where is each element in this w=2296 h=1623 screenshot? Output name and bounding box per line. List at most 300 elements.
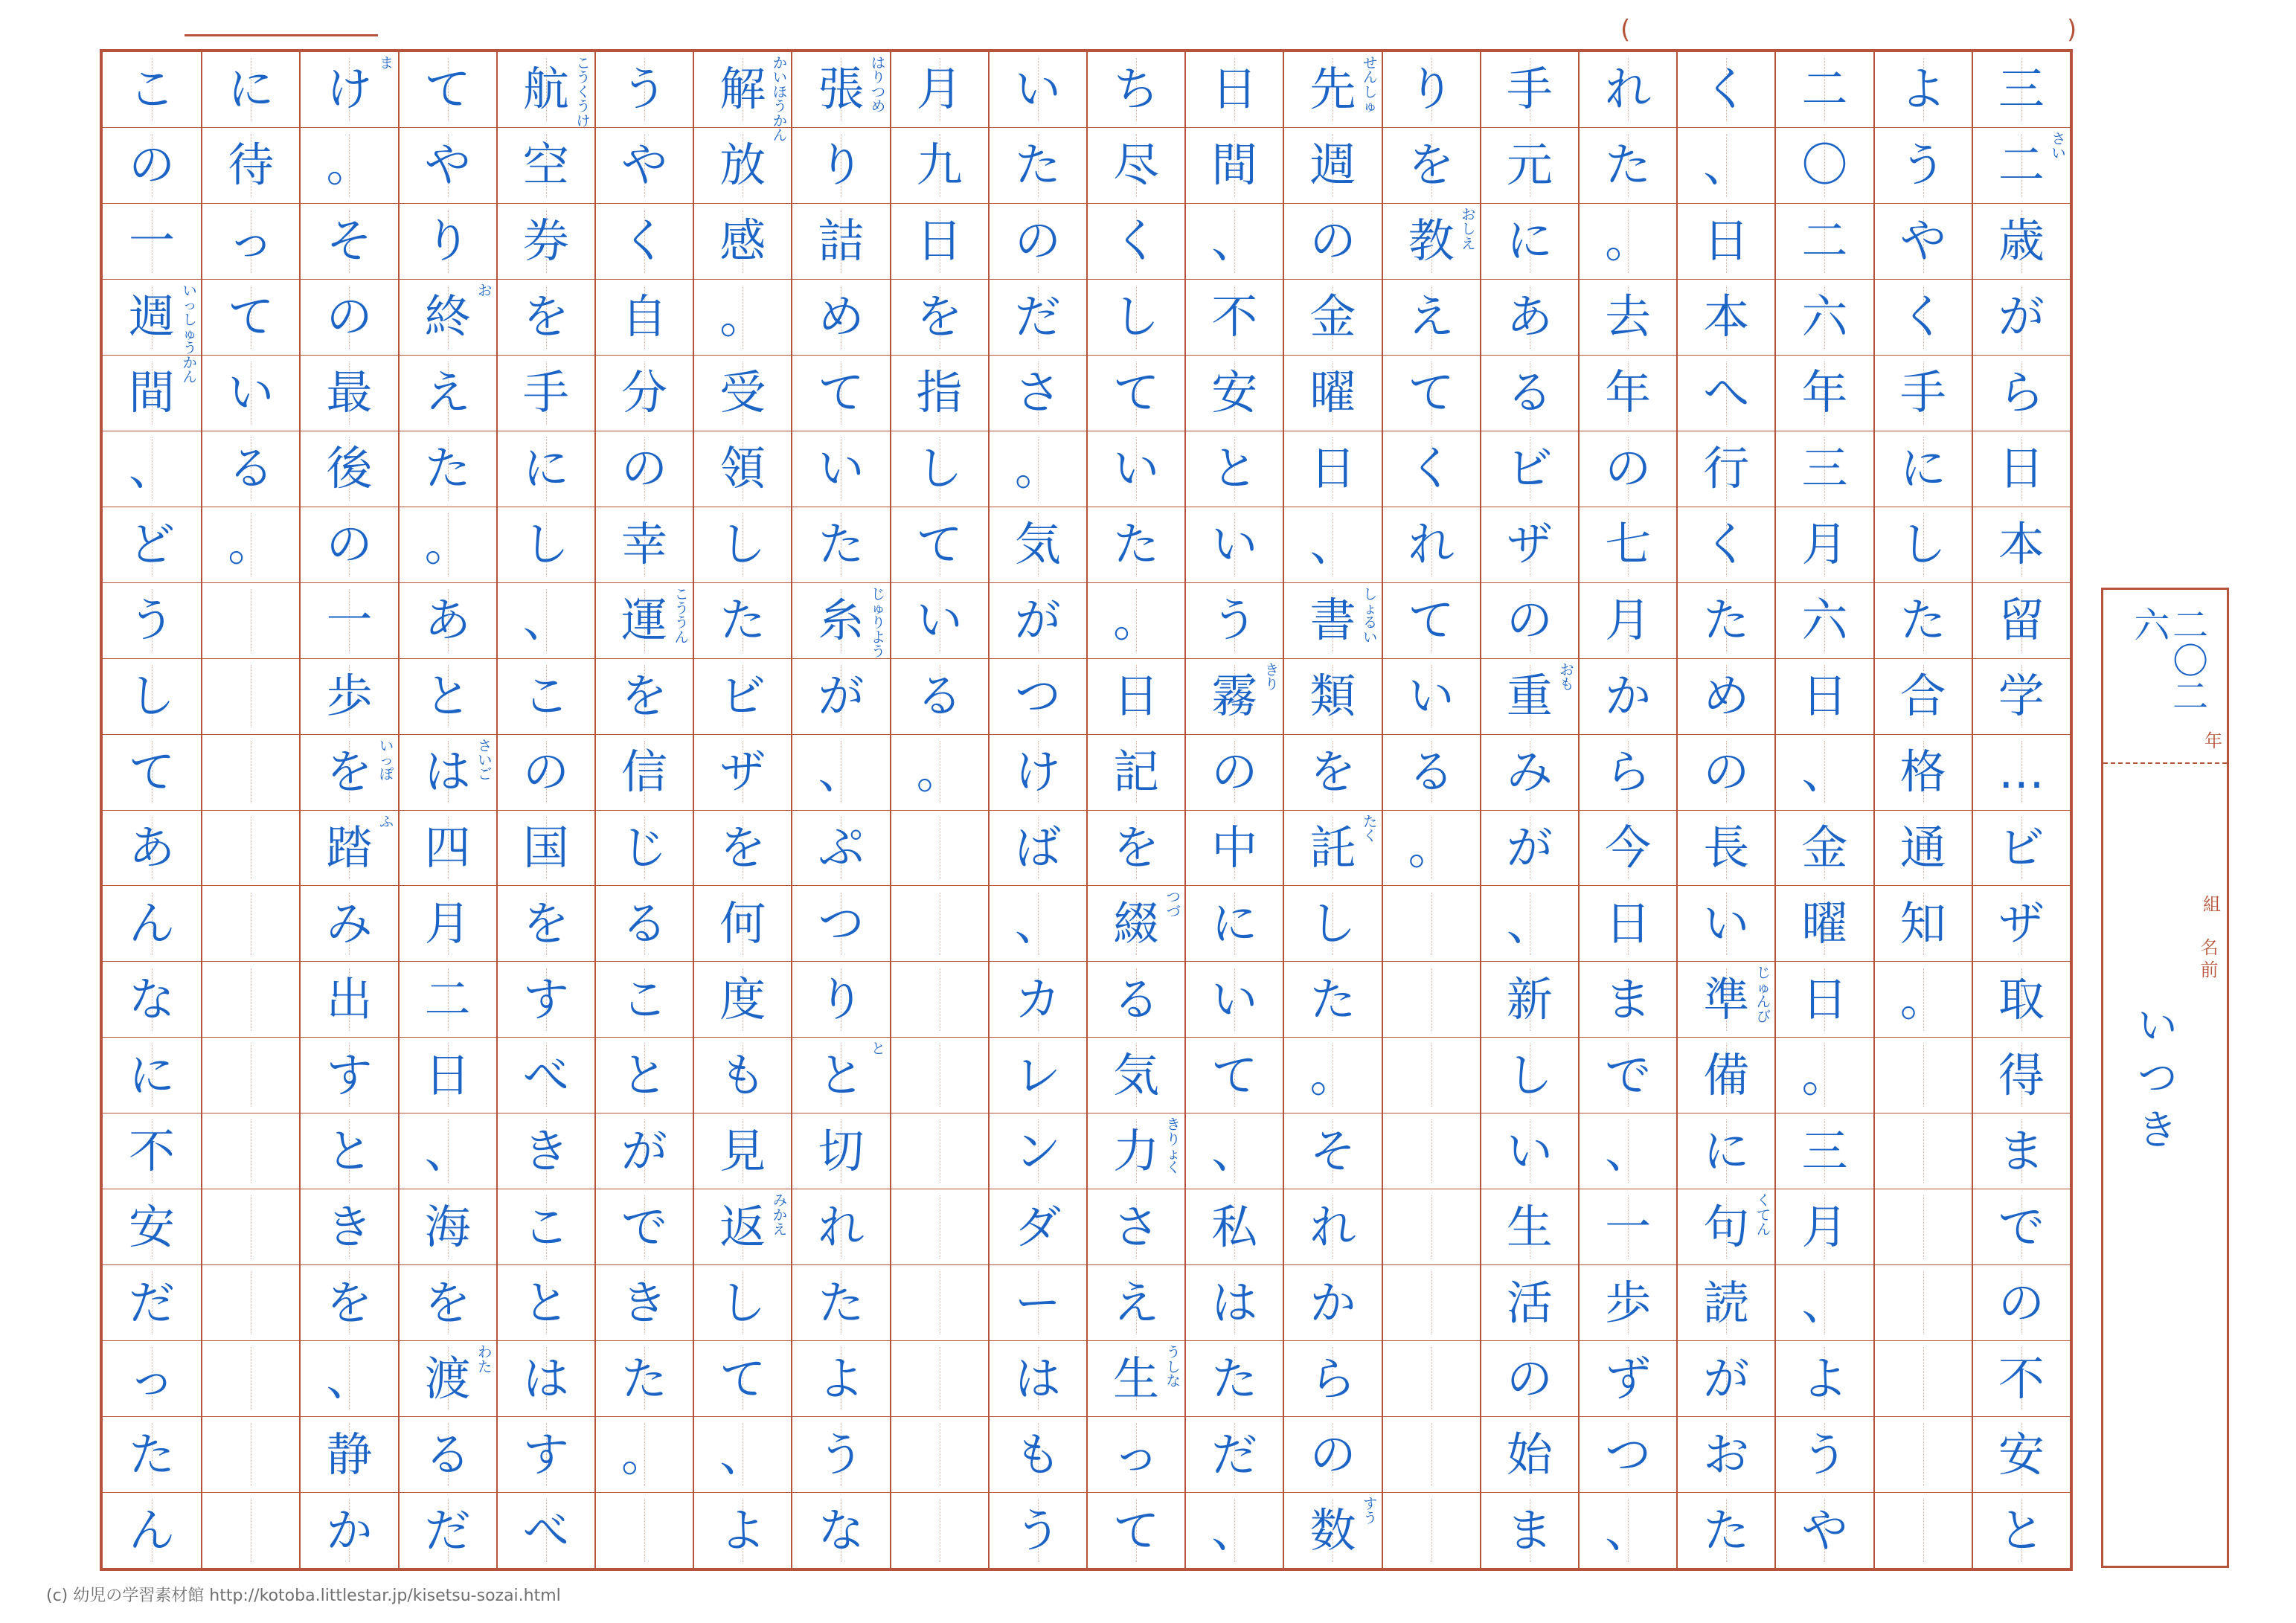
manuscript-cell (400, 735, 496, 811)
manuscript-cell (1973, 1113, 2070, 1189)
year-field[interactable] (2103, 590, 2227, 764)
furigana-ruby: う し な (1166, 1344, 1181, 1389)
manuscript-cell (694, 1493, 791, 1568)
manuscript-char: 霧 (1211, 669, 1258, 724)
manuscript-char: れ (1605, 62, 1652, 117)
manuscript-cell (1383, 507, 1480, 583)
manuscript-char: 分 (621, 365, 668, 420)
manuscript-char: 信 (621, 745, 668, 800)
manuscript-char: て (818, 365, 865, 420)
manuscript-char: た (424, 441, 471, 496)
manuscript-cell (1875, 52, 1972, 128)
manuscript-char: え (424, 365, 471, 420)
manuscript-char: 見 (719, 1123, 766, 1178)
manuscript-char: 終 (424, 289, 471, 344)
manuscript-cell (1186, 507, 1283, 583)
manuscript-char: や (1801, 1503, 1848, 1558)
manuscript-char: 合 (1899, 669, 1946, 724)
manuscript-char: う (1899, 138, 1946, 193)
manuscript-cell (400, 1417, 496, 1493)
manuscript-char: て (228, 289, 275, 344)
manuscript-char: 、 (326, 1351, 373, 1406)
manuscript-char: け (1014, 745, 1061, 800)
furigana-ruby: じ ゅ り よ う (871, 585, 886, 661)
manuscript-char: 、 (1309, 517, 1356, 572)
manuscript-char: の (1703, 745, 1750, 800)
manuscript-cell (301, 886, 397, 962)
manuscript-char: と (424, 669, 471, 724)
manuscript-char: き (522, 1123, 569, 1178)
manuscript-cell (400, 1493, 496, 1568)
manuscript-column (791, 52, 889, 1568)
manuscript-char: で (1998, 1199, 2045, 1254)
manuscript-column (890, 52, 988, 1568)
manuscript-cell (792, 507, 889, 583)
manuscript-cell (1186, 280, 1283, 356)
manuscript-char: 月 (424, 896, 471, 951)
manuscript-cell (891, 1493, 988, 1568)
manuscript-cell (1186, 962, 1283, 1038)
manuscript-cell (301, 1113, 397, 1189)
manuscript-char: は (424, 745, 471, 800)
manuscript-cell (1284, 1417, 1381, 1493)
manuscript-char: 不 (1998, 1351, 2045, 1406)
manuscript-cell (891, 1341, 988, 1417)
manuscript-char: 、 (719, 1427, 766, 1482)
manuscript-cell (990, 811, 1086, 887)
manuscript-char: た (719, 593, 766, 648)
manuscript-char: 。 (1113, 593, 1160, 648)
manuscript-char: り (1408, 62, 1455, 117)
manuscript-cell (498, 1113, 594, 1189)
furigana-ruby: い っ ぽ (379, 737, 394, 783)
manuscript-cell (301, 962, 397, 1038)
manuscript-char: う (1211, 593, 1258, 648)
manuscript-char: た (818, 1275, 865, 1330)
manuscript-cell (1580, 583, 1676, 659)
manuscript-char: 手 (1506, 62, 1553, 117)
manuscript-char: 。 (916, 745, 963, 800)
manuscript-char: 曜 (1801, 896, 1848, 951)
manuscript-cell (1776, 962, 1873, 1038)
manuscript-char: え (1408, 289, 1455, 344)
manuscript-char: の (621, 441, 668, 496)
manuscript-cell (1678, 1493, 1774, 1568)
manuscript-cell (1973, 1493, 2070, 1568)
manuscript-cell (792, 811, 889, 887)
manuscript-cell (792, 1189, 889, 1265)
manuscript-cell (400, 52, 496, 128)
manuscript-char: ど (129, 517, 176, 572)
manuscript-cell (400, 659, 496, 735)
manuscript-char: ビ (719, 669, 766, 724)
manuscript-char: て (916, 517, 963, 572)
manuscript-cell (891, 1265, 988, 1341)
manuscript-cell (498, 811, 594, 887)
manuscript-cell (1088, 1265, 1184, 1341)
manuscript-char: か (1605, 669, 1652, 724)
manuscript-char: 切 (818, 1123, 865, 1178)
manuscript-cell (990, 1341, 1086, 1417)
manuscript-cell (1580, 886, 1676, 962)
manuscript-cell (1776, 659, 1873, 735)
manuscript-cell (1678, 811, 1774, 887)
manuscript-char: を (522, 896, 569, 951)
manuscript-cell (1186, 735, 1283, 811)
manuscript-cell (400, 962, 496, 1038)
manuscript-cell (498, 1038, 594, 1113)
manuscript-char: の (1605, 441, 1652, 496)
manuscript-cell (1776, 52, 1873, 128)
manuscript-cell (103, 1265, 201, 1341)
manuscript-cell (694, 659, 791, 735)
manuscript-cell (990, 962, 1086, 1038)
manuscript-cell (1973, 811, 2070, 887)
manuscript-char: れ (1309, 1199, 1356, 1254)
manuscript-cell (1580, 1493, 1676, 1568)
manuscript-char: や (424, 138, 471, 193)
manuscript-char: い (1014, 62, 1061, 117)
manuscript-char: 、 (1211, 1123, 1258, 1178)
manuscript-cell (1875, 1113, 1972, 1189)
manuscript-char: お (1703, 1427, 1750, 1482)
manuscript-cell (1580, 1341, 1676, 1417)
manuscript-char: い (1506, 1123, 1553, 1178)
manuscript-cell (498, 1189, 594, 1265)
manuscript-char: た (1899, 593, 1946, 648)
manuscript-cell (1776, 1417, 1873, 1493)
manuscript-cell (400, 583, 496, 659)
manuscript-cell (990, 659, 1086, 735)
manuscript-char: く (621, 213, 668, 269)
manuscript-cell (1973, 431, 2070, 507)
manuscript-char: 航 (522, 62, 569, 117)
manuscript-cell (1284, 659, 1381, 735)
manuscript-char: 張 (818, 62, 865, 117)
manuscript-char: 一 (1605, 1199, 1652, 1254)
manuscript-cell (1383, 356, 1480, 431)
manuscript-cell (202, 52, 299, 128)
manuscript-char: し (522, 517, 569, 572)
manuscript-cell (103, 1113, 201, 1189)
manuscript-cell (694, 204, 791, 280)
manuscript-cell (1284, 962, 1381, 1038)
manuscript-cell (1678, 204, 1774, 280)
manuscript-cell (990, 128, 1086, 204)
manuscript-char: く (1899, 289, 1946, 344)
manuscript-char: こ (522, 1199, 569, 1254)
furigana-ruby: じ ゅ ん び (1756, 965, 1771, 1025)
manuscript-cell (1580, 735, 1676, 811)
manuscript-char: た (1703, 1503, 1750, 1558)
manuscript-char: 日 (1309, 441, 1356, 496)
manuscript-column (1283, 52, 1381, 1568)
manuscript-char: を (621, 669, 668, 724)
manuscript-cell (202, 280, 299, 356)
manuscript-cell (1580, 659, 1676, 735)
manuscript-cell (202, 659, 299, 735)
manuscript-cell (792, 1265, 889, 1341)
manuscript-char: い (1703, 896, 1750, 951)
manuscript-cell (498, 204, 594, 280)
manuscript-char: よ (818, 1351, 865, 1406)
manuscript-char: 糸 (818, 593, 865, 648)
manuscript-char: に (1899, 441, 1946, 496)
manuscript-char: う (621, 62, 668, 117)
manuscript-cell (400, 1265, 496, 1341)
manuscript-char: い (916, 593, 963, 648)
manuscript-char: 。 (326, 138, 373, 193)
manuscript-char: 二 (1801, 213, 1848, 269)
manuscript-char: 年 (1605, 365, 1652, 420)
manuscript-char: く (1113, 213, 1160, 269)
manuscript-char: ま (1605, 971, 1652, 1026)
manuscript-cell (1973, 659, 2070, 735)
manuscript-char: 渡 (424, 1351, 471, 1406)
manuscript-char: に (1703, 1123, 1750, 1178)
manuscript-cell (1875, 1493, 1972, 1568)
manuscript-cell (1973, 735, 2070, 811)
manuscript-cell (1383, 204, 1480, 280)
manuscript-char: 教 (1408, 213, 1455, 269)
manuscript-cell (1776, 280, 1873, 356)
top-paren-left: ( (1620, 15, 1631, 45)
manuscript-char: ん (129, 896, 176, 951)
manuscript-char: い (818, 441, 865, 496)
furigana-ruby: き り ょ く (1166, 1116, 1181, 1177)
manuscript-char: に (228, 62, 275, 117)
manuscript-cell (1481, 280, 1578, 356)
manuscript-char: 日 (1801, 971, 1848, 1026)
manuscript-char: た (1703, 593, 1750, 648)
manuscript-cell (990, 886, 1086, 962)
manuscript-cell (990, 1493, 1086, 1568)
manuscript-char: 今 (1605, 820, 1652, 875)
manuscript-char: う (818, 1427, 865, 1482)
manuscript-char: る (1113, 971, 1160, 1026)
manuscript-cell (1678, 886, 1774, 962)
manuscript-char: 日 (1211, 62, 1258, 117)
manuscript-cell (596, 507, 693, 583)
manuscript-char: る (1506, 365, 1553, 420)
furigana-ruby: お (478, 282, 493, 299)
manuscript-char: 生 (1506, 1199, 1553, 1254)
manuscript-cell (1186, 1493, 1283, 1568)
manuscript-cell (103, 431, 201, 507)
manuscript-cell (1776, 1341, 1873, 1417)
manuscript-char: よ (1801, 1351, 1848, 1406)
manuscript-char: 記 (1113, 745, 1160, 800)
class-field[interactable] (2103, 764, 2227, 928)
manuscript-char: 力 (1113, 1123, 1160, 1178)
manuscript-cell (1481, 1038, 1578, 1113)
manuscript-char: 先 (1309, 62, 1356, 117)
manuscript-cell (1973, 356, 2070, 431)
manuscript-cell (202, 811, 299, 887)
manuscript-cell (1186, 431, 1283, 507)
manuscript-cell (1973, 507, 2070, 583)
manuscript-column (299, 52, 397, 1568)
manuscript-cell (891, 204, 988, 280)
manuscript-char: 託 (1309, 820, 1356, 875)
manuscript-cell (1875, 1417, 1972, 1493)
manuscript-cell (1186, 356, 1283, 431)
manuscript-cell (1383, 52, 1480, 128)
manuscript-column (103, 52, 201, 1568)
manuscript-cell (1383, 886, 1480, 962)
furigana-ruby: ふ (379, 813, 394, 830)
manuscript-cell (596, 1038, 693, 1113)
manuscript-char: 曜 (1309, 365, 1356, 420)
manuscript-char: 金 (1309, 289, 1356, 344)
manuscript-char: が (1998, 289, 2045, 344)
manuscript-char: ば (1014, 820, 1061, 875)
manuscript-char: 日 (1605, 896, 1652, 951)
manuscript-cell (694, 583, 791, 659)
manuscript-char: を (424, 1275, 471, 1330)
manuscript-char: て (129, 745, 176, 800)
manuscript-cell (498, 128, 594, 204)
manuscript-cell (1186, 1417, 1283, 1493)
manuscript-cell (400, 204, 496, 280)
manuscript-cell (1481, 1417, 1578, 1493)
manuscript-char: ま (1998, 1123, 2045, 1178)
manuscript-cell (596, 52, 693, 128)
manuscript-cell (694, 735, 791, 811)
manuscript-cell (990, 507, 1086, 583)
manuscript-column (1184, 52, 1283, 1568)
manuscript-cell (498, 1417, 594, 1493)
manuscript-cell (103, 1493, 201, 1568)
manuscript-cell (792, 583, 889, 659)
manuscript-cell (990, 280, 1086, 356)
furigana-ruby: こ う く う け (576, 55, 591, 129)
manuscript-cell (1186, 1189, 1283, 1265)
manuscript-cell (202, 1038, 299, 1113)
manuscript-cell (1481, 52, 1578, 128)
manuscript-char: た (1014, 138, 1061, 193)
manuscript-char: つ (1014, 669, 1061, 724)
manuscript-char: と (818, 1047, 865, 1102)
manuscript-cell (1088, 735, 1184, 811)
manuscript-cell (792, 1341, 889, 1417)
manuscript-cell (301, 735, 397, 811)
manuscript-char: 週 (1309, 138, 1356, 193)
manuscript-char: 国 (522, 820, 569, 875)
class-label: 組 (2203, 894, 2221, 915)
manuscript-cell (1186, 204, 1283, 280)
manuscript-char: 元 (1506, 138, 1553, 193)
manuscript-cell (1678, 659, 1774, 735)
manuscript-cell (1383, 1113, 1480, 1189)
manuscript-char: る (1408, 745, 1455, 800)
manuscript-char: こ (522, 669, 569, 724)
manuscript-char: み (1506, 745, 1553, 800)
manuscript-cell (1580, 1189, 1676, 1265)
manuscript-cell (596, 659, 693, 735)
manuscript-char: が (1506, 820, 1553, 875)
manuscript-cell (1678, 1417, 1774, 1493)
manuscript-cell (1481, 1493, 1578, 1568)
manuscript-cell (1678, 1341, 1774, 1417)
manuscript-char: 、 (1801, 1275, 1848, 1330)
manuscript-char: 歩 (326, 669, 373, 724)
manuscript-cell (1383, 431, 1480, 507)
manuscript-char: す (522, 971, 569, 1026)
manuscript-column (594, 52, 693, 1568)
manuscript-cell (498, 1341, 594, 1417)
manuscript-char: 感 (719, 213, 766, 269)
manuscript-char: い (1211, 517, 1258, 572)
manuscript-cell (596, 1417, 693, 1493)
manuscript-cell (202, 886, 299, 962)
manuscript-char: 度 (719, 971, 766, 1026)
manuscript-cell (301, 1265, 397, 1341)
manuscript-cell (694, 886, 791, 962)
manuscript-cell (1776, 583, 1873, 659)
manuscript-cell (202, 583, 299, 659)
manuscript-cell (103, 204, 201, 280)
manuscript-cell (891, 431, 988, 507)
manuscript-char: 不 (1211, 289, 1258, 344)
manuscript-cell (400, 886, 496, 962)
manuscript-cell (202, 356, 299, 431)
manuscript-char: こ (129, 62, 176, 117)
manuscript-cell (1383, 280, 1480, 356)
manuscript-cell (202, 1265, 299, 1341)
manuscript-cell (1186, 1038, 1283, 1113)
manuscript-char: 何 (719, 896, 766, 951)
manuscript-cell (891, 1189, 988, 1265)
manuscript-char: … (1998, 745, 2045, 800)
manuscript-char: カ (1014, 971, 1061, 1026)
manuscript-char: っ (129, 1351, 176, 1406)
manuscript-cell (990, 1113, 1086, 1189)
manuscript-cell (990, 1265, 1086, 1341)
manuscript-char: 知 (1899, 896, 1946, 951)
manuscript-char: 綴 (1113, 896, 1160, 951)
manuscript-char: ぷ (818, 820, 865, 875)
manuscript-char: 、 (1703, 138, 1750, 193)
manuscript-char: 、 (129, 441, 176, 496)
manuscript-cell (498, 1265, 594, 1341)
manuscript-char: が (1703, 1351, 1750, 1406)
manuscript-char: 、 (818, 745, 865, 800)
manuscript-cell (1481, 886, 1578, 962)
manuscript-cell (498, 735, 594, 811)
name-value: いつき (2130, 1003, 2178, 1160)
manuscript-char: ら (1605, 745, 1652, 800)
manuscript-column (1676, 52, 1774, 1568)
manuscript-char: 安 (1211, 365, 1258, 420)
manuscript-cell (1580, 1038, 1676, 1113)
manuscript-char: た (621, 1351, 668, 1406)
furigana-ruby: き り (1264, 661, 1279, 692)
manuscript-cell (301, 507, 397, 583)
manuscript-char: み (326, 896, 373, 951)
manuscript-cell (301, 583, 397, 659)
manuscript-cell (891, 1417, 988, 1493)
manuscript-cell (202, 1189, 299, 1265)
manuscript-char: 歳 (1998, 213, 2045, 269)
name-box (2101, 588, 2229, 1568)
manuscript-char: 日 (1703, 213, 1750, 269)
manuscript-cell (1481, 659, 1578, 735)
manuscript-cell (1973, 52, 2070, 128)
manuscript-cell (1875, 356, 1972, 431)
manuscript-char: 安 (129, 1199, 176, 1254)
manuscript-column (693, 52, 791, 1568)
